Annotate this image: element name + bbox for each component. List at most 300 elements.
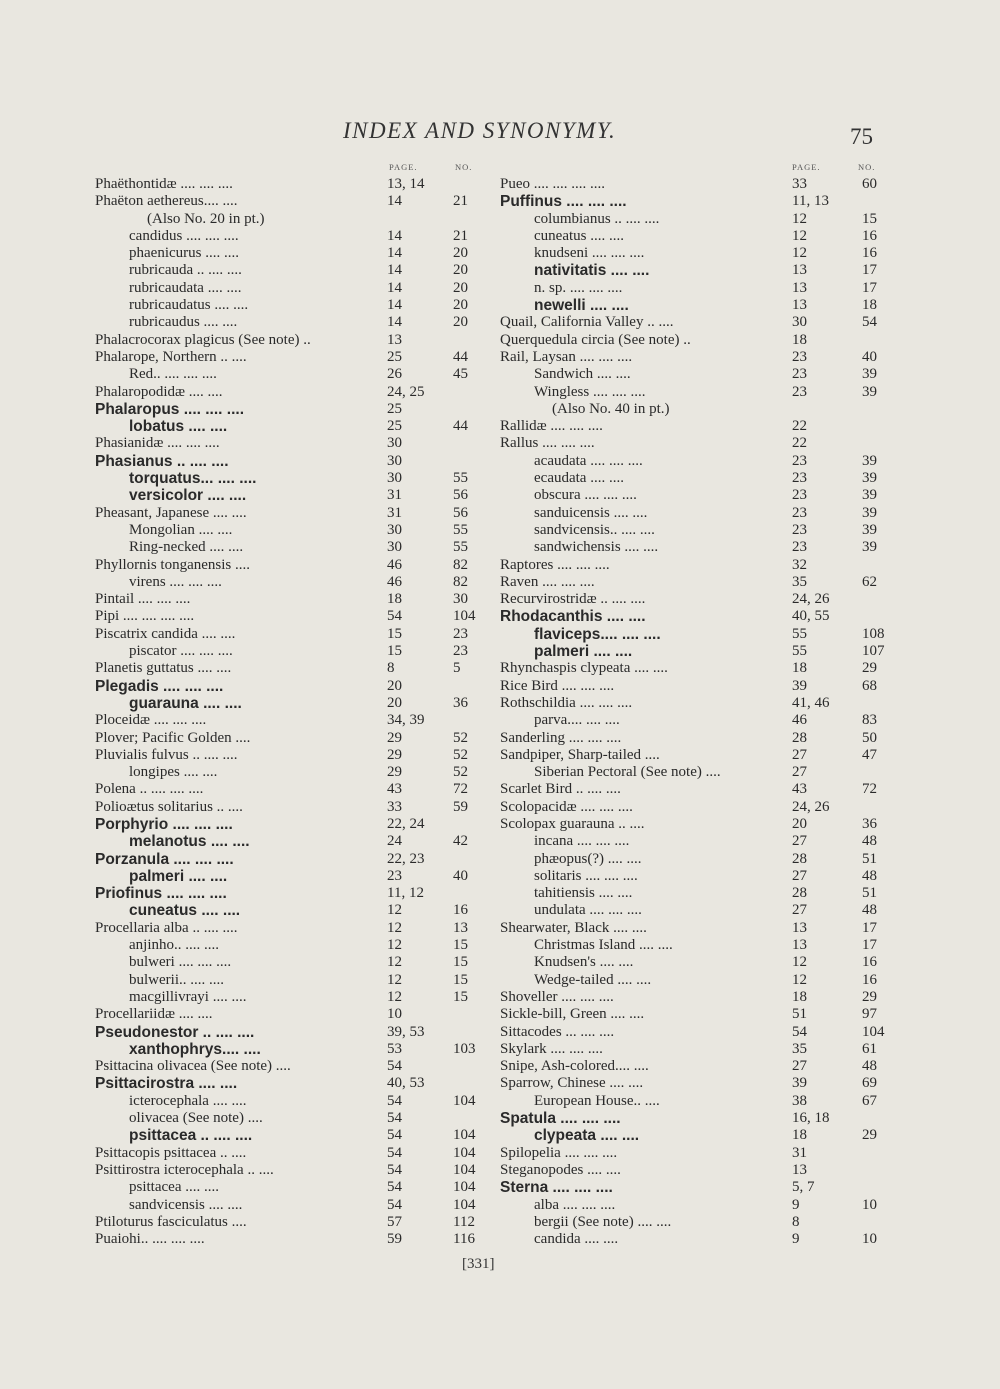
entry-no: 20: [453, 245, 468, 262]
index-entry: [500, 799, 895, 816]
entry-name: versicolor .... ....: [129, 487, 247, 505]
entry-page: 25: [387, 418, 402, 435]
entry-page: 54: [387, 1058, 402, 1075]
entry-page: 13: [387, 331, 402, 348]
entry-name: (Also No. 40 in pt.): [552, 400, 670, 417]
index-entry: [95, 747, 495, 764]
entry-name: ecaudata .... ....: [534, 470, 624, 487]
no-column-label: NO.: [455, 162, 473, 172]
index-entry: [95, 643, 495, 660]
entry-name: Quail, California Valley .. ....: [500, 314, 674, 331]
entry-page: 8: [387, 660, 395, 677]
entry-page: 24: [387, 833, 402, 850]
index-entry: [95, 384, 495, 401]
entry-page: 12: [792, 971, 807, 988]
entry-page: 54: [387, 1196, 402, 1213]
index-entry: [500, 280, 895, 297]
entry-name: candida .... ....: [534, 1231, 619, 1248]
entry-page: 16, 18: [792, 1110, 830, 1127]
index-entry: [95, 816, 495, 833]
entry-no: 20: [453, 262, 468, 279]
page-title: INDEX AND SYNONYMY.: [343, 118, 617, 143]
entry-page: 14: [387, 193, 402, 210]
entry-name: sandvicensis.. .... ....: [534, 521, 655, 538]
entry-no: 10: [862, 1231, 877, 1248]
index-entry: [500, 384, 895, 401]
entry-no: 62: [862, 573, 877, 590]
index-entry: [500, 989, 895, 1006]
entry-no: 16: [862, 954, 877, 971]
entry-name: longipes .... ....: [129, 764, 218, 781]
entry-page: 54: [387, 608, 402, 625]
entry-page: 14: [387, 245, 402, 262]
page-header: [0, 112, 1000, 152]
index-entry: [500, 1127, 895, 1144]
entry-page: 9: [792, 1231, 800, 1248]
index-entry: [500, 435, 895, 452]
entry-name: Shoveller .... .... ....: [500, 988, 614, 1005]
entry-page: 13: [792, 262, 807, 279]
entry-name: Phaëton aethereus.... ....: [95, 193, 238, 210]
entry-name: Ploceidæ .... .... ....: [95, 712, 207, 729]
index-entry: [500, 1145, 895, 1162]
entry-page: 11, 12: [387, 885, 424, 902]
entry-name: Plegadis .... .... ....: [95, 677, 224, 695]
entry-name: Snipe, Ash-colored.... ....: [500, 1058, 649, 1075]
index-entry: [500, 1075, 895, 1092]
index-entry: [95, 851, 495, 868]
index-entry: [95, 280, 495, 297]
entry-name: Pluvialis fulvus .. .... ....: [95, 746, 238, 763]
entry-page: 12: [792, 245, 807, 262]
entry-page: 13: [792, 279, 807, 296]
entry-page: 23: [792, 452, 807, 469]
index-entry: [500, 418, 895, 435]
entry-page: 24, 26: [792, 798, 830, 815]
index-entry: [95, 608, 495, 625]
entry-name: newelli .... ....: [534, 297, 629, 315]
entry-name: Phalacrocorax plagicus (See note) ..: [95, 331, 311, 348]
entry-name: n. sp. .... .... ....: [534, 279, 623, 296]
index-entry: [500, 539, 895, 556]
entry-no: 15: [862, 210, 877, 227]
entry-no: 55: [453, 470, 468, 487]
index-entry: [500, 902, 895, 919]
entry-page: 39, 53: [387, 1023, 425, 1040]
entry-page: 54: [387, 1161, 402, 1178]
index-entry: [95, 1127, 495, 1144]
index-entry: [500, 211, 895, 228]
index-entry: [500, 1110, 895, 1127]
entry-no: 52: [453, 764, 468, 781]
entry-page: 28: [792, 850, 807, 867]
entry-name: palmeri .... ....: [129, 867, 228, 885]
entry-name: Sandpiper, Sharp-tailed ....: [500, 746, 660, 763]
entry-page: 55: [792, 643, 807, 660]
entry-page: 46: [792, 712, 807, 729]
entry-page: 43: [387, 781, 402, 798]
entry-no: 104: [453, 1196, 476, 1213]
entry-page: 14: [387, 262, 402, 279]
index-entry: [95, 470, 495, 487]
entry-name: xanthophrys.... ....: [129, 1040, 261, 1058]
entry-page: 54: [387, 1127, 402, 1144]
entry-name: piscator .... .... ....: [129, 643, 233, 660]
entry-name: Phalarope, Northern .. ....: [95, 348, 247, 365]
index-entry: [95, 366, 495, 383]
entry-page: 18: [792, 660, 807, 677]
entry-name: Red.. .... .... ....: [129, 366, 217, 383]
entry-no: 82: [453, 573, 468, 590]
entry-no: 39: [862, 539, 877, 556]
entry-name: Rail, Laysan .... .... ....: [500, 348, 633, 365]
entry-page: 13: [792, 937, 807, 954]
entry-no: 50: [862, 729, 877, 746]
index-entry: [500, 608, 895, 625]
entry-no: 52: [453, 729, 468, 746]
index-entry: [95, 332, 495, 349]
index-entry: [500, 314, 895, 331]
entry-no: 97: [862, 1006, 877, 1023]
entry-page: 43: [792, 781, 807, 798]
entry-name: Porzanula .... .... ....: [95, 850, 234, 868]
entry-name: acaudata .... .... ....: [534, 452, 643, 469]
entry-page: 54: [387, 1179, 402, 1196]
index-entry: [95, 764, 495, 781]
entry-no: 103: [453, 1040, 476, 1057]
entry-page: 41, 46: [792, 694, 830, 711]
entry-name: Pheasant, Japanese .... ....: [95, 504, 247, 521]
index-entry: [500, 505, 895, 522]
index-entry: [500, 453, 895, 470]
entry-name: Psittirostra icterocephala .. ....: [95, 1161, 274, 1178]
entry-page: 29: [387, 764, 402, 781]
entry-page: 12: [387, 971, 402, 988]
entry-name: Sterna .... .... ....: [500, 1179, 613, 1197]
entry-no: 104: [453, 1161, 476, 1178]
signature-mark: [331]: [462, 1256, 495, 1272]
index-entry: [500, 937, 895, 954]
index-entry: [95, 799, 495, 816]
entry-name: rubricaudata .... ....: [129, 279, 242, 296]
index-entry: [95, 487, 495, 504]
entry-no: 17: [862, 919, 877, 936]
entry-name: clypeata .... ....: [534, 1127, 640, 1145]
entry-page: 23: [387, 867, 402, 884]
entry-page: 5, 7: [792, 1179, 815, 1196]
column-header: [95, 162, 495, 176]
entry-page: 30: [387, 521, 402, 538]
entry-page: 29: [387, 729, 402, 746]
entry-no: 17: [862, 937, 877, 954]
index-entry: [500, 695, 895, 712]
entry-no: 20: [453, 297, 468, 314]
entry-no: 30: [453, 591, 468, 608]
index-entry: [500, 1006, 895, 1023]
index-entry: [500, 1058, 895, 1075]
entry-no: 39: [862, 452, 877, 469]
index-entry: [95, 1006, 495, 1023]
entry-page: 14: [387, 279, 402, 296]
entry-page: 25: [387, 400, 402, 417]
entry-page: 10: [387, 1006, 402, 1023]
entry-name: Rice Bird .... .... ....: [500, 677, 615, 694]
index-entry: [500, 176, 895, 193]
entry-page: 26: [387, 366, 402, 383]
index-entry: [95, 695, 495, 712]
entry-name: Rallidæ .... .... ....: [500, 418, 603, 435]
entry-name: Porphyrio .... .... ....: [95, 815, 233, 833]
entry-page: 35: [792, 573, 807, 590]
entry-name: bulwerii.. .... ....: [129, 971, 224, 988]
entry-name: Rallus .... .... ....: [500, 435, 595, 452]
index-entry: [500, 747, 895, 764]
index-entry: [500, 366, 895, 383]
index-entry: [500, 1179, 895, 1196]
entry-name: Steganopodes .... ....: [500, 1161, 621, 1178]
entry-no: 55: [453, 539, 468, 556]
entry-no: 59: [453, 798, 468, 815]
index-entry: [95, 712, 495, 729]
entry-name: Sparrow, Chinese .... ....: [500, 1075, 644, 1092]
entry-page: 34, 39: [387, 712, 425, 729]
entry-page: 12: [387, 954, 402, 971]
entry-no: 61: [862, 1040, 877, 1057]
entry-no: 10: [862, 1196, 877, 1213]
entry-name: Sickle-bill, Green .... ....: [500, 1006, 645, 1023]
index-entry: [95, 1231, 495, 1248]
entry-no: 104: [453, 1144, 476, 1161]
entry-no: 40: [862, 348, 877, 365]
entry-no: 13: [453, 919, 468, 936]
entry-name: Mongolian .... ....: [129, 521, 233, 538]
entry-page: 55: [792, 625, 807, 642]
entry-no: 104: [453, 1127, 476, 1144]
index-entry: [500, 1197, 895, 1214]
entry-no: 18: [862, 297, 877, 314]
index-entry: [95, 211, 495, 228]
entry-no: 44: [453, 348, 468, 365]
entry-name: nativitatis .... ....: [534, 262, 650, 280]
entry-name: melanotus .... ....: [129, 833, 250, 851]
index-entry: [500, 349, 895, 366]
entry-name: Pintail .... .... ....: [95, 591, 191, 608]
page-number: 75: [850, 124, 873, 149]
entry-name: Christmas Island .... ....: [534, 937, 673, 954]
page-column-label: PAGE.: [792, 162, 821, 172]
entry-name: guarauna .... ....: [129, 694, 242, 712]
entry-name: Wingless .... .... ....: [534, 383, 646, 400]
index-entry: [95, 660, 495, 677]
entry-name: Rhodacanthis .... ....: [500, 608, 646, 626]
index-entry: [95, 401, 495, 418]
entry-no: 48: [862, 867, 877, 884]
entry-page: 20: [387, 677, 402, 694]
index-entry: [95, 435, 495, 452]
entry-no: 67: [862, 1092, 877, 1109]
entry-page: 31: [792, 1144, 807, 1161]
entry-no: 56: [453, 487, 468, 504]
entry-no: 55: [453, 521, 468, 538]
entry-name: Pueo .... .... .... ....: [500, 176, 605, 192]
index-entry: [500, 1214, 895, 1231]
index-entry: [95, 626, 495, 643]
entry-no: 39: [862, 366, 877, 383]
entry-page: 40, 53: [387, 1075, 425, 1092]
entry-page: 28: [792, 885, 807, 902]
entry-name: rubricaudatus .... ....: [129, 297, 249, 314]
entry-name: olivacea (See note) ....: [129, 1110, 263, 1127]
entry-no: 17: [862, 262, 877, 279]
entry-page: 11, 13: [792, 193, 829, 210]
entry-page: 46: [387, 556, 402, 573]
entry-page: 24, 26: [792, 591, 830, 608]
entry-page: 38: [792, 1092, 807, 1109]
entry-name: anjinho.. .... ....: [129, 937, 219, 954]
entry-page: 22: [792, 418, 807, 435]
entry-name: Raptores .... .... ....: [500, 556, 610, 573]
entry-no: 39: [862, 470, 877, 487]
index-entry: [95, 1162, 495, 1179]
no-column-label: NO.: [858, 162, 876, 172]
entry-page: 22: [792, 435, 807, 452]
entry-name: Scolopacidæ .... .... ....: [500, 798, 633, 815]
entry-no: 112: [453, 1213, 475, 1230]
entry-no: 29: [862, 1127, 877, 1144]
entry-page: 18: [792, 331, 807, 348]
index-column-right: [500, 162, 895, 1248]
entry-no: 40: [453, 867, 468, 884]
entry-page: 33: [387, 798, 402, 815]
entry-page: 23: [792, 487, 807, 504]
entry-page: 35: [792, 1040, 807, 1057]
entry-page: 15: [387, 643, 402, 660]
entry-name: Phaëthontidæ .... .... ....: [95, 176, 233, 192]
index-entry: [500, 954, 895, 971]
entry-no: 23: [453, 625, 468, 642]
index-entry: [500, 712, 895, 729]
entry-name: (Also No. 20 in pt.): [147, 210, 265, 227]
entry-name: palmeri .... ....: [534, 643, 633, 661]
index-entry: [95, 1058, 495, 1075]
index-entry: [500, 1231, 895, 1248]
entry-page: 18: [792, 988, 807, 1005]
entry-no: 21: [453, 193, 468, 210]
entry-name: European House.. ....: [534, 1092, 660, 1109]
index-entry: [500, 297, 895, 314]
entry-page: 54: [792, 1023, 807, 1040]
entry-page: 27: [792, 902, 807, 919]
entry-page: 12: [387, 937, 402, 954]
index-entry: [95, 314, 495, 331]
entry-page: 9: [792, 1196, 800, 1213]
entry-no: 72: [453, 781, 468, 798]
entry-no: 47: [862, 746, 877, 763]
entry-name: Psittacopis psittacea .. ....: [95, 1144, 247, 1161]
index-entry: [95, 245, 495, 262]
index-entry: [95, 1041, 495, 1058]
index-entry: [95, 920, 495, 937]
index-entry: [500, 833, 895, 850]
entry-name: Procellaria alba .. .... ....: [95, 919, 238, 936]
entry-no: 83: [862, 712, 877, 729]
index-entry: [95, 505, 495, 522]
entry-name: Phalaropus .... .... ....: [95, 400, 245, 418]
entry-no: 15: [453, 937, 468, 954]
index-entry: [95, 868, 495, 885]
index-entry: [95, 539, 495, 556]
index-entry: [95, 1075, 495, 1092]
entry-page: 30: [792, 314, 807, 331]
index-entry: [500, 262, 895, 279]
entry-page: 57: [387, 1213, 402, 1230]
entry-no: 68: [862, 677, 877, 694]
index-entry: [95, 937, 495, 954]
entry-no: 107: [862, 643, 885, 660]
entry-page: 39: [792, 677, 807, 694]
entry-page: 29: [387, 746, 402, 763]
entry-name: Wedge-tailed .... ....: [534, 971, 652, 988]
entry-no: 39: [862, 521, 877, 538]
entry-no: 69: [862, 1075, 877, 1092]
entry-name: tahitiensis .... ....: [534, 885, 633, 902]
entry-name: psittacea .. .... ....: [129, 1127, 253, 1145]
entry-page: 12: [792, 227, 807, 244]
index-entry: [500, 487, 895, 504]
entry-no: 29: [862, 988, 877, 1005]
entry-page: 27: [792, 867, 807, 884]
entry-name: Polena .. .... .... ....: [95, 781, 204, 798]
entry-page: 20: [387, 694, 402, 711]
entry-page: 33: [792, 176, 807, 192]
entry-page: 14: [387, 297, 402, 314]
entry-page: 14: [387, 227, 402, 244]
index-entry: [95, 228, 495, 245]
entry-name: Priofinus .... .... ....: [95, 885, 227, 903]
index-entry: [500, 591, 895, 608]
index-entry: [95, 1024, 495, 1041]
index-entry: [95, 954, 495, 971]
entry-no: 5: [453, 660, 461, 677]
entry-name: rubricaudus .... ....: [129, 314, 238, 331]
index-entry: [500, 228, 895, 245]
entry-no: 82: [453, 556, 468, 573]
column-header: [500, 162, 895, 176]
index-entry: [95, 453, 495, 470]
entry-name: Puffinus .... .... ....: [500, 193, 627, 211]
entry-page: 54: [387, 1110, 402, 1127]
entry-name: Piscatrix candida .... ....: [95, 625, 236, 642]
entry-name: Plover; Pacific Golden ....: [95, 729, 251, 746]
index-entry: [95, 262, 495, 279]
entry-page: 23: [792, 366, 807, 383]
entry-page: 23: [792, 539, 807, 556]
index-entry: [95, 833, 495, 850]
entry-name: Phasianidæ .... .... ....: [95, 435, 220, 452]
entry-no: 39: [862, 504, 877, 521]
index-entry: [500, 1093, 895, 1110]
entry-page: 28: [792, 729, 807, 746]
index-entry: [500, 643, 895, 660]
entry-name: Sandwich .... ....: [534, 366, 631, 383]
entry-no: 39: [862, 487, 877, 504]
entry-name: Puaiohi.. .... .... ....: [95, 1231, 205, 1248]
index-entry: [500, 868, 895, 885]
index-entry: [500, 816, 895, 833]
entry-page: 32: [792, 556, 807, 573]
index-entry: [500, 470, 895, 487]
index-entry: [95, 297, 495, 314]
